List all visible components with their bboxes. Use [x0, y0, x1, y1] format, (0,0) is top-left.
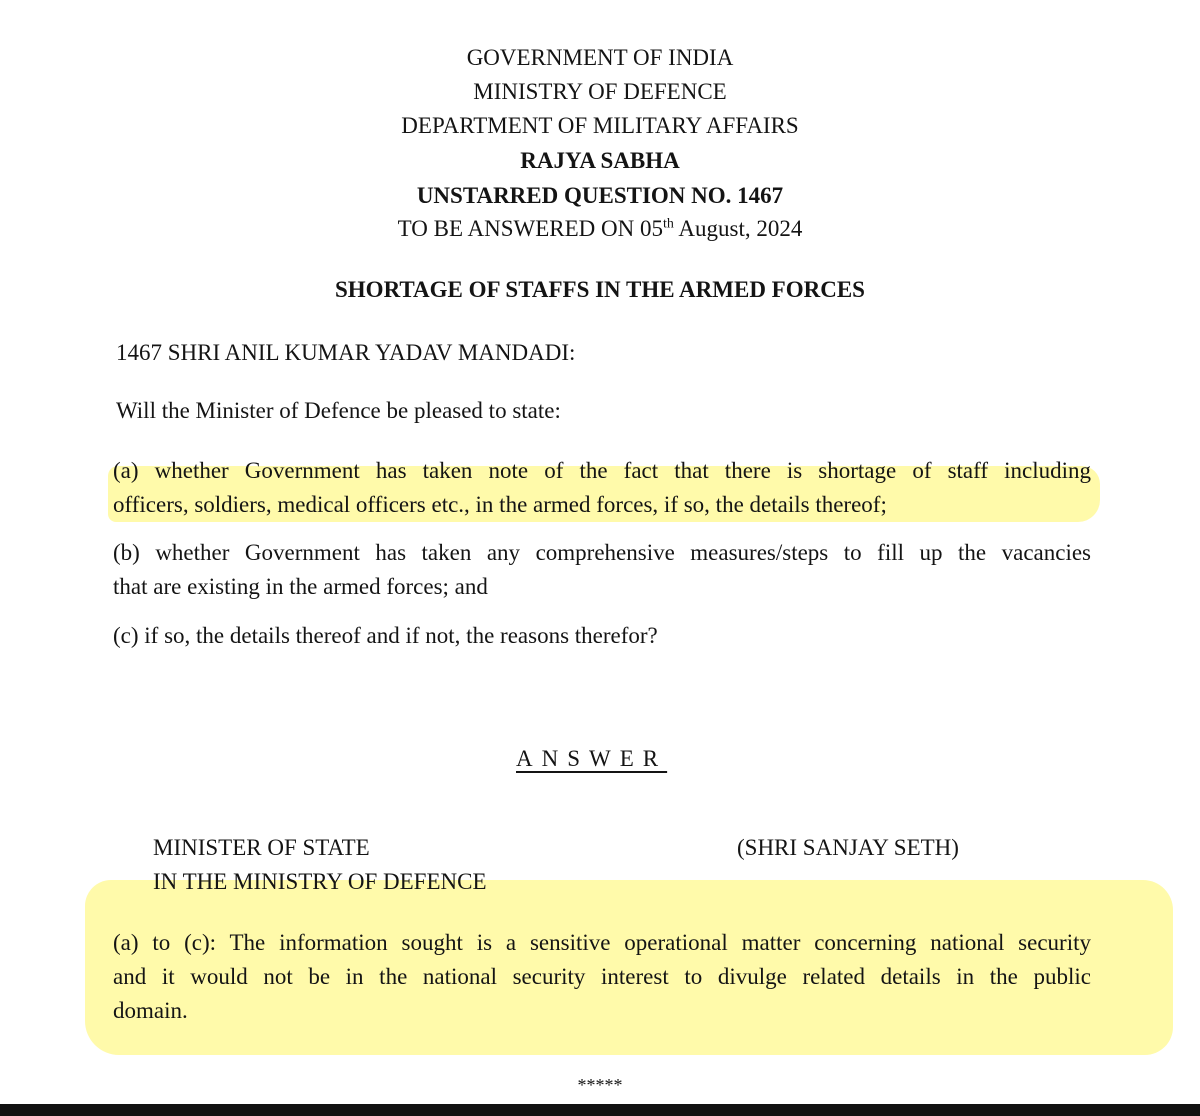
header-government: GOVERNMENT OF INDIA — [466, 45, 734, 70]
minister-name: (SHRI SANJAY SETH) — [737, 835, 959, 860]
answer-text-line2: and it would not be in the national security interest to divulge related details in the public — [113, 964, 1091, 989]
header-house: RAJYA SABHA — [520, 148, 680, 173]
answer-date-suffix: August, 2024 — [673, 216, 803, 241]
subject-title: SHORTAGE OF STAFFS IN THE ARMED FORCES — [335, 277, 865, 302]
answer-date-prefix: TO BE ANSWERED ON 05 — [397, 216, 664, 241]
questioner-name: 1467 SHRI ANIL KUMAR YADAV MANDADI: — [116, 340, 576, 365]
minister-title-line1: MINISTER OF STATE — [153, 835, 370, 860]
question-c: (c) if so, the details thereof and if not, the reasons therefor? — [113, 623, 658, 648]
end-mark: ***** — [577, 1075, 623, 1095]
frame-bottom-bar — [0, 1104, 1200, 1116]
question-b-line1: (b) whether Government has taken any comprehensive measures/steps to fill up the vacancies — [113, 540, 1091, 565]
header-question-number: UNSTARRED QUESTION NO. 1467 — [416, 183, 784, 208]
question-a-line2: officers, soldiers, medical officers etc., in the armed forces, if so, the details thereof; — [113, 492, 887, 517]
answer-text-line3: domain. — [113, 998, 188, 1023]
question-b-line2: that are existing in the armed forces; and — [113, 574, 488, 599]
answer-heading: ANSWER — [516, 746, 668, 771]
header-department: DEPARTMENT OF MILITARY AFFAIRS — [401, 113, 799, 138]
minister-title-line2: IN THE MINISTRY OF DEFENCE — [153, 869, 487, 894]
answer-date-superscript: th — [663, 216, 674, 232]
question-intro: Will the Minister of Defence be pleased to state: — [116, 398, 561, 423]
header-ministry: MINISTRY OF DEFENCE — [473, 79, 727, 104]
header-answer-date — [0, 212, 1200, 246]
answer-text-line1: (a) to (c): The information sought is a sensitive operational matter concerning national security — [113, 930, 1091, 955]
question-a-line1: (a) whether Government has taken note of the fact that there is shortage of staff including — [113, 458, 1091, 483]
